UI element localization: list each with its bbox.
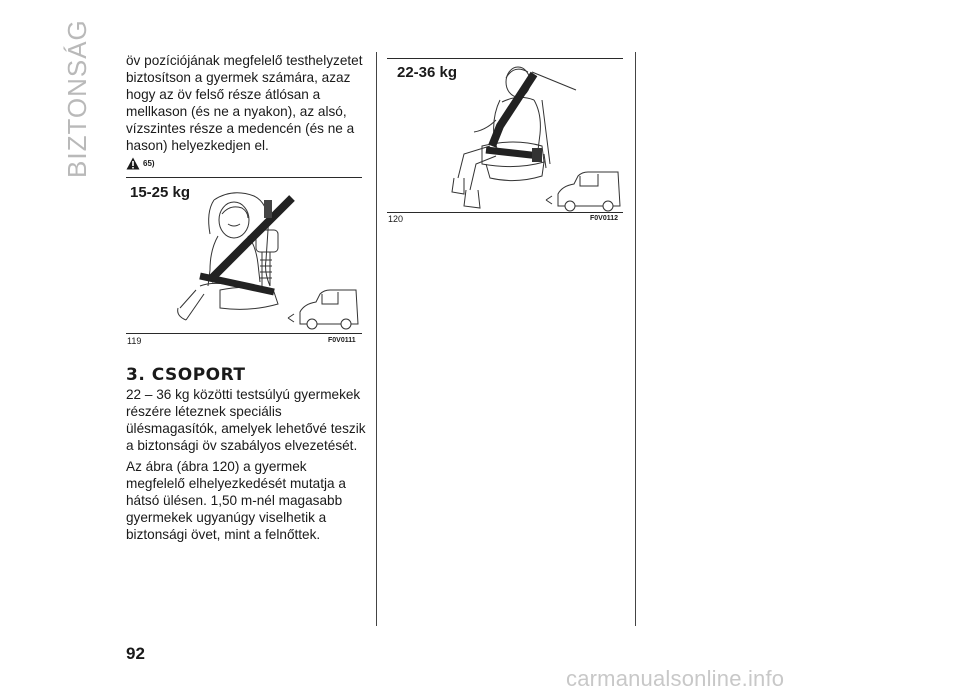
paragraph-3: Az ábra (ábra 120) a gyermek megfelelő elhelyezkedését mutatja a hátsó ülésen. 1,50 m-nél magasabb gyermekek ugyanúgy viselhetik a biztonsági övet, mint a felnőttek. bbox=[126, 459, 346, 542]
paragraph-1: öv pozíciójának megfelelő testhelyzetet biztosítson a gyermek számára, azaz hogy az öv felső része átlósan a mellkason (és ne a nyakon), az alsó, vízszintes része a medencén (és ne a hason) helyezkedjen el. bbox=[126, 53, 363, 153]
figure-120-title: 22-36 kg bbox=[397, 64, 458, 81]
section-heading: 3. CSOPORT bbox=[126, 365, 246, 385]
warning-reference bbox=[126, 155, 364, 171]
column-divider-right bbox=[635, 52, 636, 626]
figure-119-illustration bbox=[170, 190, 362, 332]
watermark-text: carmanualsonline.info bbox=[566, 666, 785, 691]
left-column-lower-text bbox=[126, 386, 366, 547]
figure-120-bottom-rule bbox=[387, 212, 623, 213]
figure-120-code: F0V0112 bbox=[590, 215, 619, 222]
figure-120-illustration bbox=[430, 60, 624, 212]
figure-119-top-rule bbox=[126, 177, 362, 178]
figure-119-bottom-rule bbox=[126, 333, 362, 334]
figure-120-top-rule bbox=[387, 58, 623, 59]
side-section-tab bbox=[62, 19, 122, 180]
figure-120-number: 120 bbox=[388, 214, 404, 224]
figure-119-title: 15-25 kg bbox=[130, 184, 191, 201]
warning-triangle-icon bbox=[126, 157, 140, 170]
side-section-title: BIZTONSÁG bbox=[62, 19, 92, 178]
paragraph-2: 22 – 36 kg közötti testsúlyú gyermekek részére léteznek speciális ülésmagasítók, amelyek lehetővé teszik a biztonsági öv szabályos elvezetését. bbox=[126, 387, 366, 453]
left-column-text bbox=[126, 52, 364, 171]
figure-119-code: F0V0111 bbox=[328, 337, 356, 344]
figure-119-number: 119 bbox=[127, 336, 142, 346]
column-divider-left bbox=[376, 52, 377, 626]
warning-ref-number: 65) bbox=[143, 158, 155, 168]
page-number: 92 bbox=[126, 644, 145, 663]
